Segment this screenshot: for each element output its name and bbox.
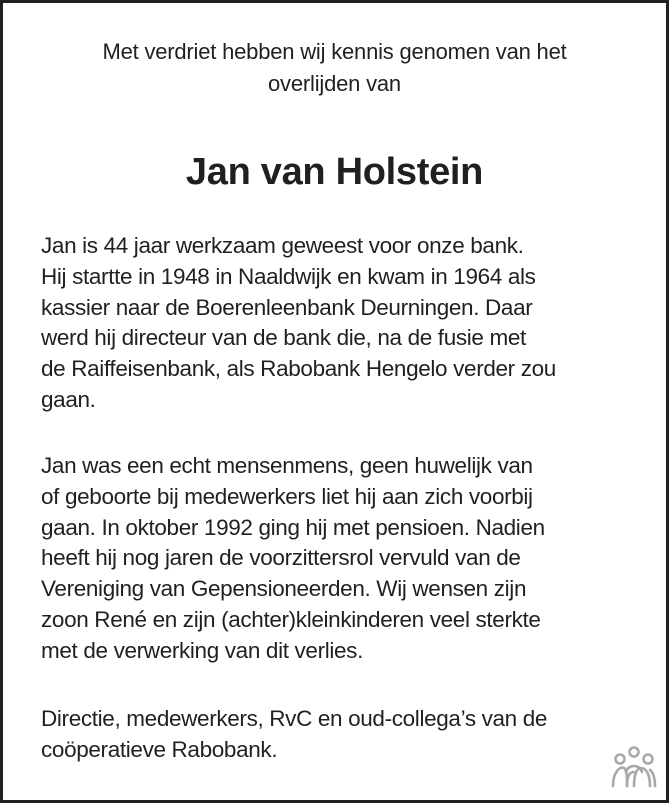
text-line: Vereniging van Gepensioneerden. Wij wensen zijn xyxy=(41,576,527,602)
intro-text xyxy=(3,36,666,100)
text-line: of geboorte bij medewerkers liet hij aan zich voorbij xyxy=(41,483,533,509)
text-line: werd hij directeur van de bank die, na de fusie met xyxy=(41,325,526,351)
text-line: met de verwerking van dit verlies. xyxy=(41,637,363,663)
text-line: gaan. xyxy=(41,386,96,412)
text-line: heeft hij nog jaren de voorzittersrol vervuld van de xyxy=(41,545,521,571)
text-line: Jan was een echt mensenmens, geen huwelijk van xyxy=(41,453,533,478)
text-line: Directie, medewerkers, RvC en oud-collega’s van de xyxy=(41,706,548,731)
paragraph-personal xyxy=(41,451,646,667)
intro-line: Met verdriet hebben wij kennis genomen van het xyxy=(102,39,567,64)
paragraph-career xyxy=(41,231,646,416)
people-group-icon xyxy=(610,746,658,788)
text-line: de Raiffeisenbank, als Rabobank Hengelo verder zou xyxy=(41,356,556,382)
deceased-name: Jan van Holstein xyxy=(185,151,484,193)
signature xyxy=(41,704,646,766)
text-line: kassier naar de Boerenleenbank Deurningen. Daar xyxy=(41,294,533,320)
text-line: Hij startte in 1948 in Naaldwijk en kwam in 1964 als xyxy=(41,263,536,289)
intro-line: overlijden van xyxy=(268,71,401,96)
text-line: Jan is 44 jaar werkzaam geweest voor onze bank. xyxy=(41,233,524,258)
text-line: gaan. In oktober 1992 ging hij met pensioen. Nadien xyxy=(41,514,545,540)
text-line: coöperatieve Rabobank. xyxy=(41,736,278,762)
text-line: zoon René en zijn (achter)kleinkinderen veel sterkte xyxy=(41,606,541,632)
